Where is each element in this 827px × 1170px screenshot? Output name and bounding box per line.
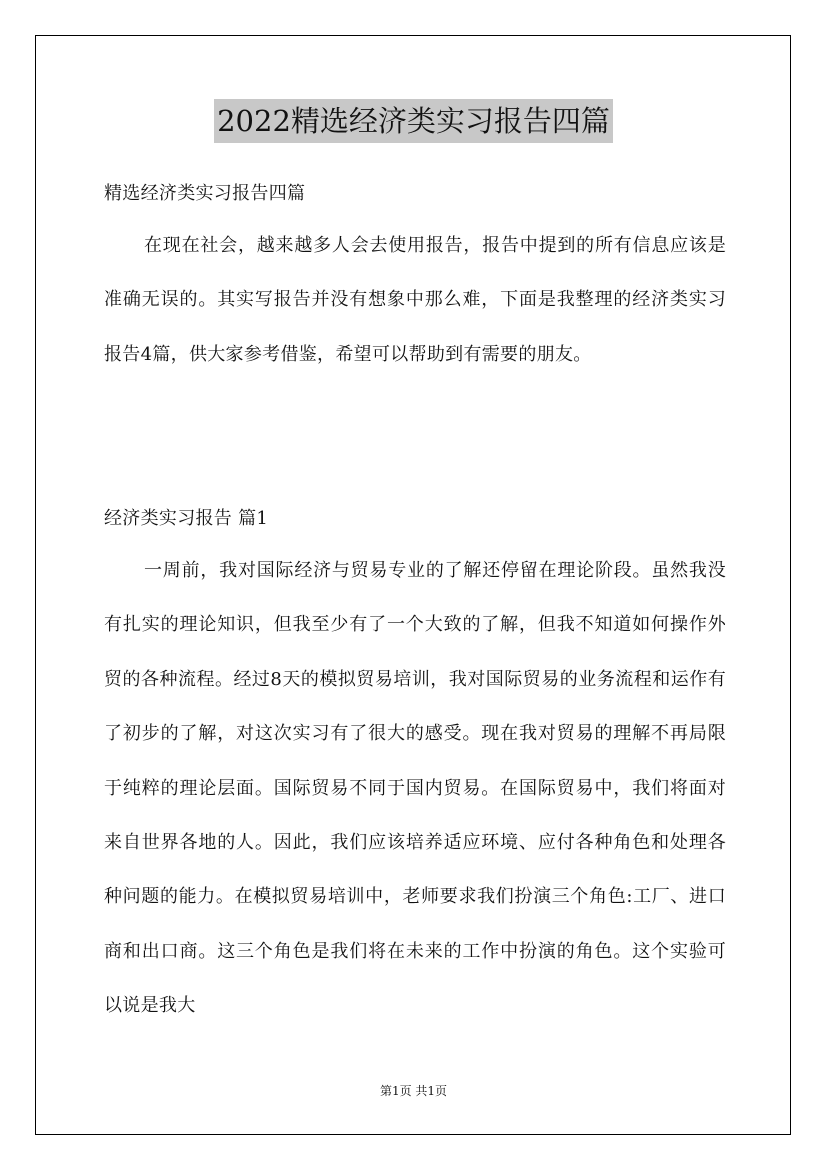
title-container [0,99,827,143]
document-subtitle: 精选经济类实习报告四篇 [104,183,306,204]
document-title: 2022精选经济类实习报告四篇 [214,99,613,143]
page-footer: 第1页 共1页 [379,1084,448,1098]
intro-paragraph: 在现在社会，越来越多人会去使用报告，报告中提到的所有信息应该是准确无误的。其实写报告并没有想象中那么难，下面是我整理的经济类实习报告4篇，供大家参考借鉴，希望可以帮助到有需要的朋友。 [104,235,726,365]
section-body-paragraph: 一周前，我对国际经济与贸易专业的了解还停留在理论阶段。虽然我没有扎实的理论知识，但我至少有了一个大致的了解，但我不知道如何操作外贸的各种流程。经过8天的模拟贸易培训，我对国际贸易的业务流程和运作有了初步的了解，对这次实习有了很大的感受。现在我对贸易的理解不再局限于纯粹的理论层面。国际贸易不同于国内贸易。在国际贸易中，我们将面对来自世界各地的人。因此，我们应该培养适应环境、应付各种角色和处理各种问题的能力。在模拟贸易培训中，老师要求我们扮演三个角色:工厂、进口商和出口商。这三个角色是我们将在未来的工作中扮演的角色。这个实验可以说是我大 [104,560,726,1017]
section-heading: 经济类实习报告 篇1 [104,508,269,529]
